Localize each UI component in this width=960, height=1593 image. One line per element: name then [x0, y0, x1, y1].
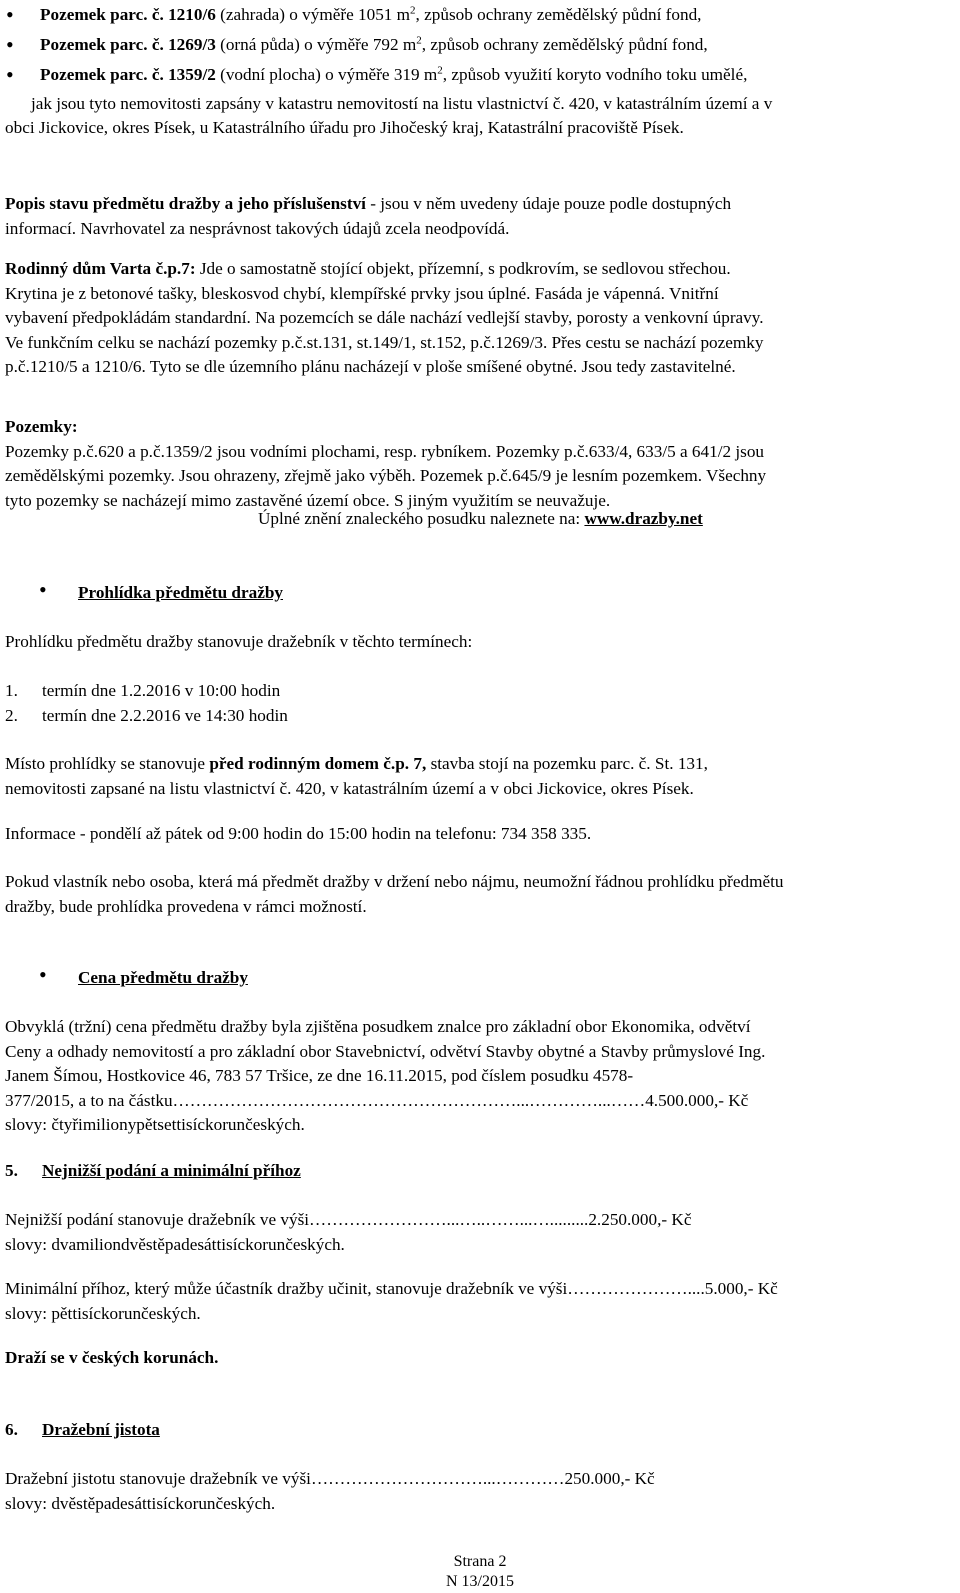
full-text-note: Úplné znění znaleckého posudku naleznete na: www.drazby.net — [258, 509, 703, 528]
house-paragraph: Rodinný dům Varta č.p.7: Jde o samostatně stojící objekt, přízemní, s podkrovím, se sedlovou střechou. Krytina je z betonové tašky, bleskosvod chybí, klempířské prvky jsou úplné. Fasáda je vápenná. Vnitřní vybavení předpokládám standardní. Na pozemcích se dále nachází vedlejší stavby, porosty a venkovní úpravy. Ve funkčním celku se nachází pozemky p.č.st.131, st.149/1, st.152, p.č.1269/3. Přes cestu se nachází pozemky p.č.1210/5 a 1210/6. Tyto se dle územního plánu nacházejí v ploše smíšené obytné. Jsou tedy zastavitelné. — [5, 259, 764, 376]
prohlidka-place: Místo prohlídky se stanovuje před rodinným domem č.p. 7, stavba stojí na pozemku parc. č. St. 131, nemovitosti zapsané na listu vlastnictví č. 420, v katastrálním území a v obci Jickovice, okres Písek. — [5, 754, 708, 798]
parcel-list — [0, 0, 950, 90]
prohlidka-owner: Pokud vlastník nebo osoba, která má předmět dražby v držení nebo nájmu, neumožní řádnou prohlídku předmětu dražby, bude prohlídka provedena v rámci možností. — [5, 872, 784, 916]
list-item: 2. termín dne 2.2.2016 ve 14:30 hodin — [5, 705, 288, 725]
bullet-icon: • — [39, 962, 47, 987]
parcel-name: Pozemek parc. č. 1210/6 — [40, 5, 216, 24]
pozemky-heading: Pozemky: — [5, 417, 78, 436]
cadastre-paragraph-2: obci Jickovice, okres Písek, u Katastrálního úřadu pro Jihočeský kraj, Katastrální pracoviště Písek. — [5, 118, 684, 137]
list-item: • Pozemek parc. č. 1359/2 (vodní plocha) o výměře 319 $m^2$, způsob využití koryto vodního toku umělé, — [0, 60, 950, 90]
cena-heading: Cena předmětu dražby — [78, 968, 248, 987]
list-item: • Pozemek parc. č. 1210/6 (zahrada) o výměře 1051 $m^2$, způsob ochrany zemědělský půdní fond, — [0, 0, 950, 30]
currency-note: Draží se v českých korunách. — [5, 1348, 219, 1367]
prohlidka-terms — [5, 679, 955, 728]
list-item: • Pozemek parc. č. 1269/3 (orná půda) o výměře 792 $m^2$, způsob ochrany zemědělský půdní fond, — [0, 30, 950, 60]
website-link[interactable]: www.drazby.net — [584, 509, 703, 528]
prohlidka-info: Informace - pondělí až pátek od 9:00 hodin do 15:00 hodin na telefonu: 734 358 335. — [5, 824, 592, 843]
parcel-name: Pozemek parc. č. 1269/3 — [40, 35, 216, 54]
prohlidka-heading: Prohlídka předmětu dražby — [78, 583, 283, 602]
list-item: 1. termín dne 1.2.2016 v 10:00 hodin — [5, 681, 281, 700]
popis-heading: Popis stavu předmětu dražby a jeho příslušenství — [5, 194, 366, 213]
popis-paragraph: Popis stavu předmětu dražby a jeho příslušenství - jsou v něm uvedeny údaje pouze podle dostupných informací. Navrhovatel za nesprávnost takových údajů zcela neodpovídá. — [5, 194, 732, 238]
page-number: Strana 2 — [453, 1553, 507, 1570]
section-6-heading: 6. Dražební jistota — [5, 1420, 160, 1439]
house-heading: Rodinný dům Varta č.p.7: — [5, 259, 196, 278]
parcel-name: Pozemek parc. č. 1359/2 — [40, 65, 216, 84]
bullet-icon: • — [39, 577, 47, 602]
document-reference: N 13/2015 — [446, 1573, 514, 1590]
section-5-heading: 5. Nejnižší podání a minimální příhoz — [5, 1161, 301, 1180]
section-5-min-increment: Minimální příhoz, který může účastník dražby učinit, stanovuje dražebník ve výši…………………....5.000,- Kč slovy: pěttisíckorunčeských. — [5, 1279, 778, 1323]
pozemky-paragraph: Pozemky: Pozemky p.č.620 a p.č.1359/2 jsou vodními plochami, resp. rybníkem. Pozemky p.č.633/4, 633/5 a 641/2 jsou zemědělskými pozemky. Jsou ohrazeny, zřejmě jako výběh. Pozemek p.č.645/9 je lesním pozemkem. Všechny tyto pozemky se nacházejí mimo zastavěné území obce. S jiným využitím se neuvažuje. — [5, 415, 955, 513]
prohlidka-intro: Prohlídku předmětu dražby stanovuje dražebník v těchto termínech: — [5, 632, 473, 651]
section-5-lowest-bid: Nejnižší podání stanovuje dražebník ve výši……………………...…..……...….........2.250.000,- Kč slovy: dvamiliondvěstěpadesáttisíckorunčeských. — [5, 1210, 692, 1254]
cadastre-paragraph: jak jsou tyto nemovitosti zapsány v katastru nemovitostí na listu vlastnictví č. 420, v katastrálním území a v — [31, 94, 773, 113]
section-6-paragraph: Dražební jistotu stanovuje dražebník ve výši…………………………...…………250.000,- Kč slovy: dvěstěpadesáttisíckorunčeských. — [5, 1469, 655, 1513]
cena-paragraph: Obvyklá (tržní) cena předmětu dražby byla zjištěna posudkem znalce pro základní obor Ekonomika, odvětví Ceny a odhady nemovitostí a pro základní obor Stavebnictví, odvětví Stavby obytné a Stavby průmyslové Ing. Janem Šímou, Hostkovice 46, 783 57 Tršice, ze dne 16.11.2015, pod číslem posudku 4578- 377/2015, a to na částku……………………………………………………...…………...……4.500.000,- Kč slovy: čtyřimilionypětsettisíckorunčeských. — [5, 1017, 766, 1134]
